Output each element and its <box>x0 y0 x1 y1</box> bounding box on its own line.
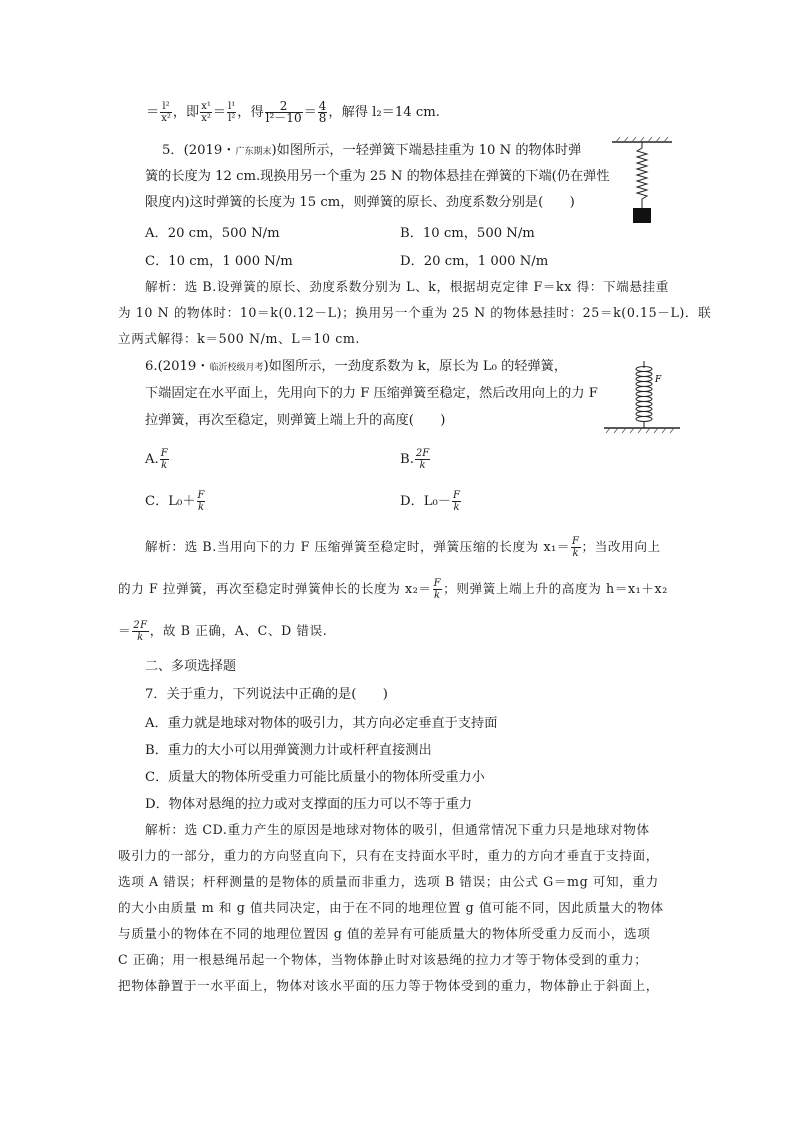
q7-analysis-line-3: 选项 A 错误；杆秤测量的是物体的质量而非重力，选项 B 错误；由公式 G＝mg 可知，重力 <box>118 874 659 889</box>
section-heading-multiple-choice: 二、多项选择题 <box>145 659 237 674</box>
q6-option-a[interactable] <box>145 448 170 471</box>
hanging-spring-figure <box>612 136 672 236</box>
formula-text: ＝ <box>146 105 160 120</box>
q7-analysis-line-1: 解析：选 CD.重力产生的原因是地球对物体的吸引，但通常情况下重力只是地球对物体 <box>145 822 650 837</box>
fraction-numerator: F <box>197 490 205 501</box>
fraction-numerator: 2F <box>133 620 148 631</box>
q6-option-b[interactable] <box>400 448 431 471</box>
q5-source: 广东期末 <box>235 147 272 157</box>
analysis-text: 的力 F 拉弹簧，再次至稳定时弹簧伸长的长度为 x₂＝ <box>118 581 432 596</box>
fraction <box>452 490 461 513</box>
q5-analysis-line-3: 立两式解得：k＝500 N/m、L＝10 cm. <box>118 331 361 346</box>
fraction <box>433 578 443 601</box>
analysis-text: ，故 B 正确，A、C、D 错误. <box>149 623 328 638</box>
option-letter: D．L₀－ <box>400 494 451 509</box>
q7-stem: 7．关于重力，下列说法中正确的是( ) <box>145 687 388 702</box>
q7-analysis-line-5: 与质量小的物体在不同的地理位置因 g 值的差异有可能质量大的物体所受重力反而小，选项 <box>118 926 651 941</box>
fraction <box>415 448 430 471</box>
q7-analysis-line-6: C 正确；用一根悬绳吊起一个物体，当物体静止时对该悬绳的拉力才等于物体受到的重力； <box>118 952 648 967</box>
analysis-text: ；当改用向上 <box>581 539 661 554</box>
fraction-denominator: l² <box>228 113 236 124</box>
weight-block <box>633 208 651 223</box>
fraction-denominator: k <box>434 590 441 601</box>
q6-source: 临沂校级月考 <box>209 363 264 373</box>
fraction-numerator: F <box>160 448 168 459</box>
q6-stem-line-1 <box>145 358 567 377</box>
fraction-denominator: k <box>197 502 205 513</box>
analysis-text: ；则弹簧上端上升的高度为 h＝x₁＋x₂ <box>443 581 668 596</box>
fraction-denominator: 8 <box>318 111 327 125</box>
fraction <box>197 490 206 513</box>
q7-analysis-line-4: 的大小由质量 m 和 g 值共同决定，由于在不同的地理位置 g 值可能不同，因此质量大的物体 <box>118 900 664 915</box>
fraction <box>571 536 581 559</box>
q7-option-d[interactable]: D．物体对悬绳的拉力或对支撑面的压力可以不等于重力 <box>145 797 473 812</box>
fraction <box>265 101 303 124</box>
q7-analysis-line-7: 把物体静置于一水平面上，物体对该水平面的压力等于物体受到的重力，物体静止于斜面上， <box>118 978 659 993</box>
q7-option-a[interactable]: A．重力就是地球对物体的吸引力，其方向必定垂直于支持面 <box>145 716 498 731</box>
q6-stem-line-3: 拉弹簧，再次至稳定，则弹簧上端上升的高度( ) <box>145 413 446 428</box>
fraction-numerator: F <box>453 490 460 501</box>
q5-number: 5．(2019・ <box>162 143 236 158</box>
q5-stem-line-2: 簧的长度为 12 cm.现换用另一个重为 25 N 的物体悬挂在弹簧的下端(仍在弹性 <box>145 169 610 184</box>
formula-text: ＝ <box>212 105 227 120</box>
q7-option-c[interactable]: C．质量大的物体所受重力可能比质量小的物体所受重力小 <box>145 770 485 785</box>
fraction-denominator: l²－10 <box>265 111 302 125</box>
q7-analysis-line-2: 吸引力的一部分，重力的方向竖直向下，只有在支持面水平时，重力的方向才垂直于支持面， <box>118 848 659 863</box>
q5-analysis-line-2: 为 10 N 的物体时：10＝k(0.12－L)；换用另一个重为 25 N 的物体悬挂时：25＝k(0.15－L)．联 <box>118 305 712 320</box>
spring-icon <box>636 367 652 422</box>
q6-analysis-line-2 <box>118 578 668 601</box>
analysis-text: ＝ <box>118 623 132 638</box>
force-label: F <box>655 375 662 385</box>
fraction-denominator: k <box>419 460 426 471</box>
carryover-formula-line <box>146 101 440 124</box>
fraction <box>160 448 169 471</box>
q6-stem-text: )如图所示，一劲度系数为 k，原长为 L₀ 的轻弹簧， <box>263 359 568 374</box>
q6-option-d[interactable] <box>400 490 462 513</box>
fraction-denominator: k <box>137 632 144 643</box>
q5-option-b[interactable]: B．10 cm，500 N/m <box>400 226 535 241</box>
fraction <box>200 101 212 124</box>
formula-text: ＝ <box>303 105 317 120</box>
fraction <box>132 620 149 643</box>
option-letter: A. <box>145 452 159 467</box>
fraction-denominator: k <box>161 460 168 471</box>
q6-stem-line-2: 下端固定在水平面上，先用向下的力 F 压缩弹簧至稳定，然后改用向上的力 F <box>145 386 598 401</box>
q6-analysis-line-3 <box>118 620 327 643</box>
q5-stem-text: )如图所示，一轻弹簧下端悬挂重为 10 N 的物体时弹 <box>271 143 582 158</box>
q6-number: 6.(2019・ <box>145 359 210 374</box>
fraction-numerator: 4 <box>318 99 327 113</box>
q7-option-b[interactable]: B．重力的大小可以用弹簧测力计或杆秤直接测出 <box>145 743 432 758</box>
fraction-denominator: k <box>572 548 580 559</box>
q5-analysis-line-1: 解析：选 B.设弹簧的原长、劲度系数分别为 L、k，根据胡克定律 F＝kx 得：下端悬挂重 <box>145 279 669 294</box>
fraction-numerator: F <box>433 578 442 589</box>
formula-text: ，解得 l₂＝14 cm. <box>328 105 440 120</box>
analysis-text: 解析：选 B.当用向下的力 F 压缩弹簧至稳定时，弹簧压缩的长度为 x₁＝ <box>145 539 570 554</box>
option-letter: C．L₀＋ <box>145 494 196 509</box>
fraction-numerator: l² <box>160 101 172 113</box>
q5-option-a[interactable]: A．20 cm，500 N/m <box>145 226 280 241</box>
q5-option-c[interactable]: C．10 cm，1 000 N/m <box>145 254 293 269</box>
q5-stem-line-3: 限度内)这时弹簧的长度为 15 cm，则弹簧的原长、劲度系数分别是( ) <box>145 195 575 210</box>
q6-option-c[interactable] <box>145 490 206 513</box>
fraction-numerator: F <box>572 536 580 547</box>
spring-icon <box>637 142 647 208</box>
fraction-numerator: 2F <box>415 448 430 459</box>
fraction-numerator: 2 <box>265 101 303 113</box>
option-letter: B. <box>400 452 414 467</box>
formula-text: ，即 <box>172 105 200 120</box>
q5-option-d[interactable]: D．20 cm，1 000 N/m <box>400 254 549 269</box>
compressed-spring-figure <box>602 355 682 435</box>
fraction-numerator: l¹ <box>228 101 236 112</box>
fraction <box>160 101 172 124</box>
fraction-denominator: x² <box>161 113 171 124</box>
q5-stem-line-1 <box>162 142 581 161</box>
fraction <box>318 101 328 124</box>
q6-analysis-line-1 <box>145 536 661 559</box>
fraction-denominator: k <box>453 502 460 513</box>
formula-text: ，得 <box>237 105 264 120</box>
fraction-denominator: x² <box>201 113 211 124</box>
fraction-numerator: x¹ <box>201 101 211 112</box>
fraction <box>227 101 236 124</box>
